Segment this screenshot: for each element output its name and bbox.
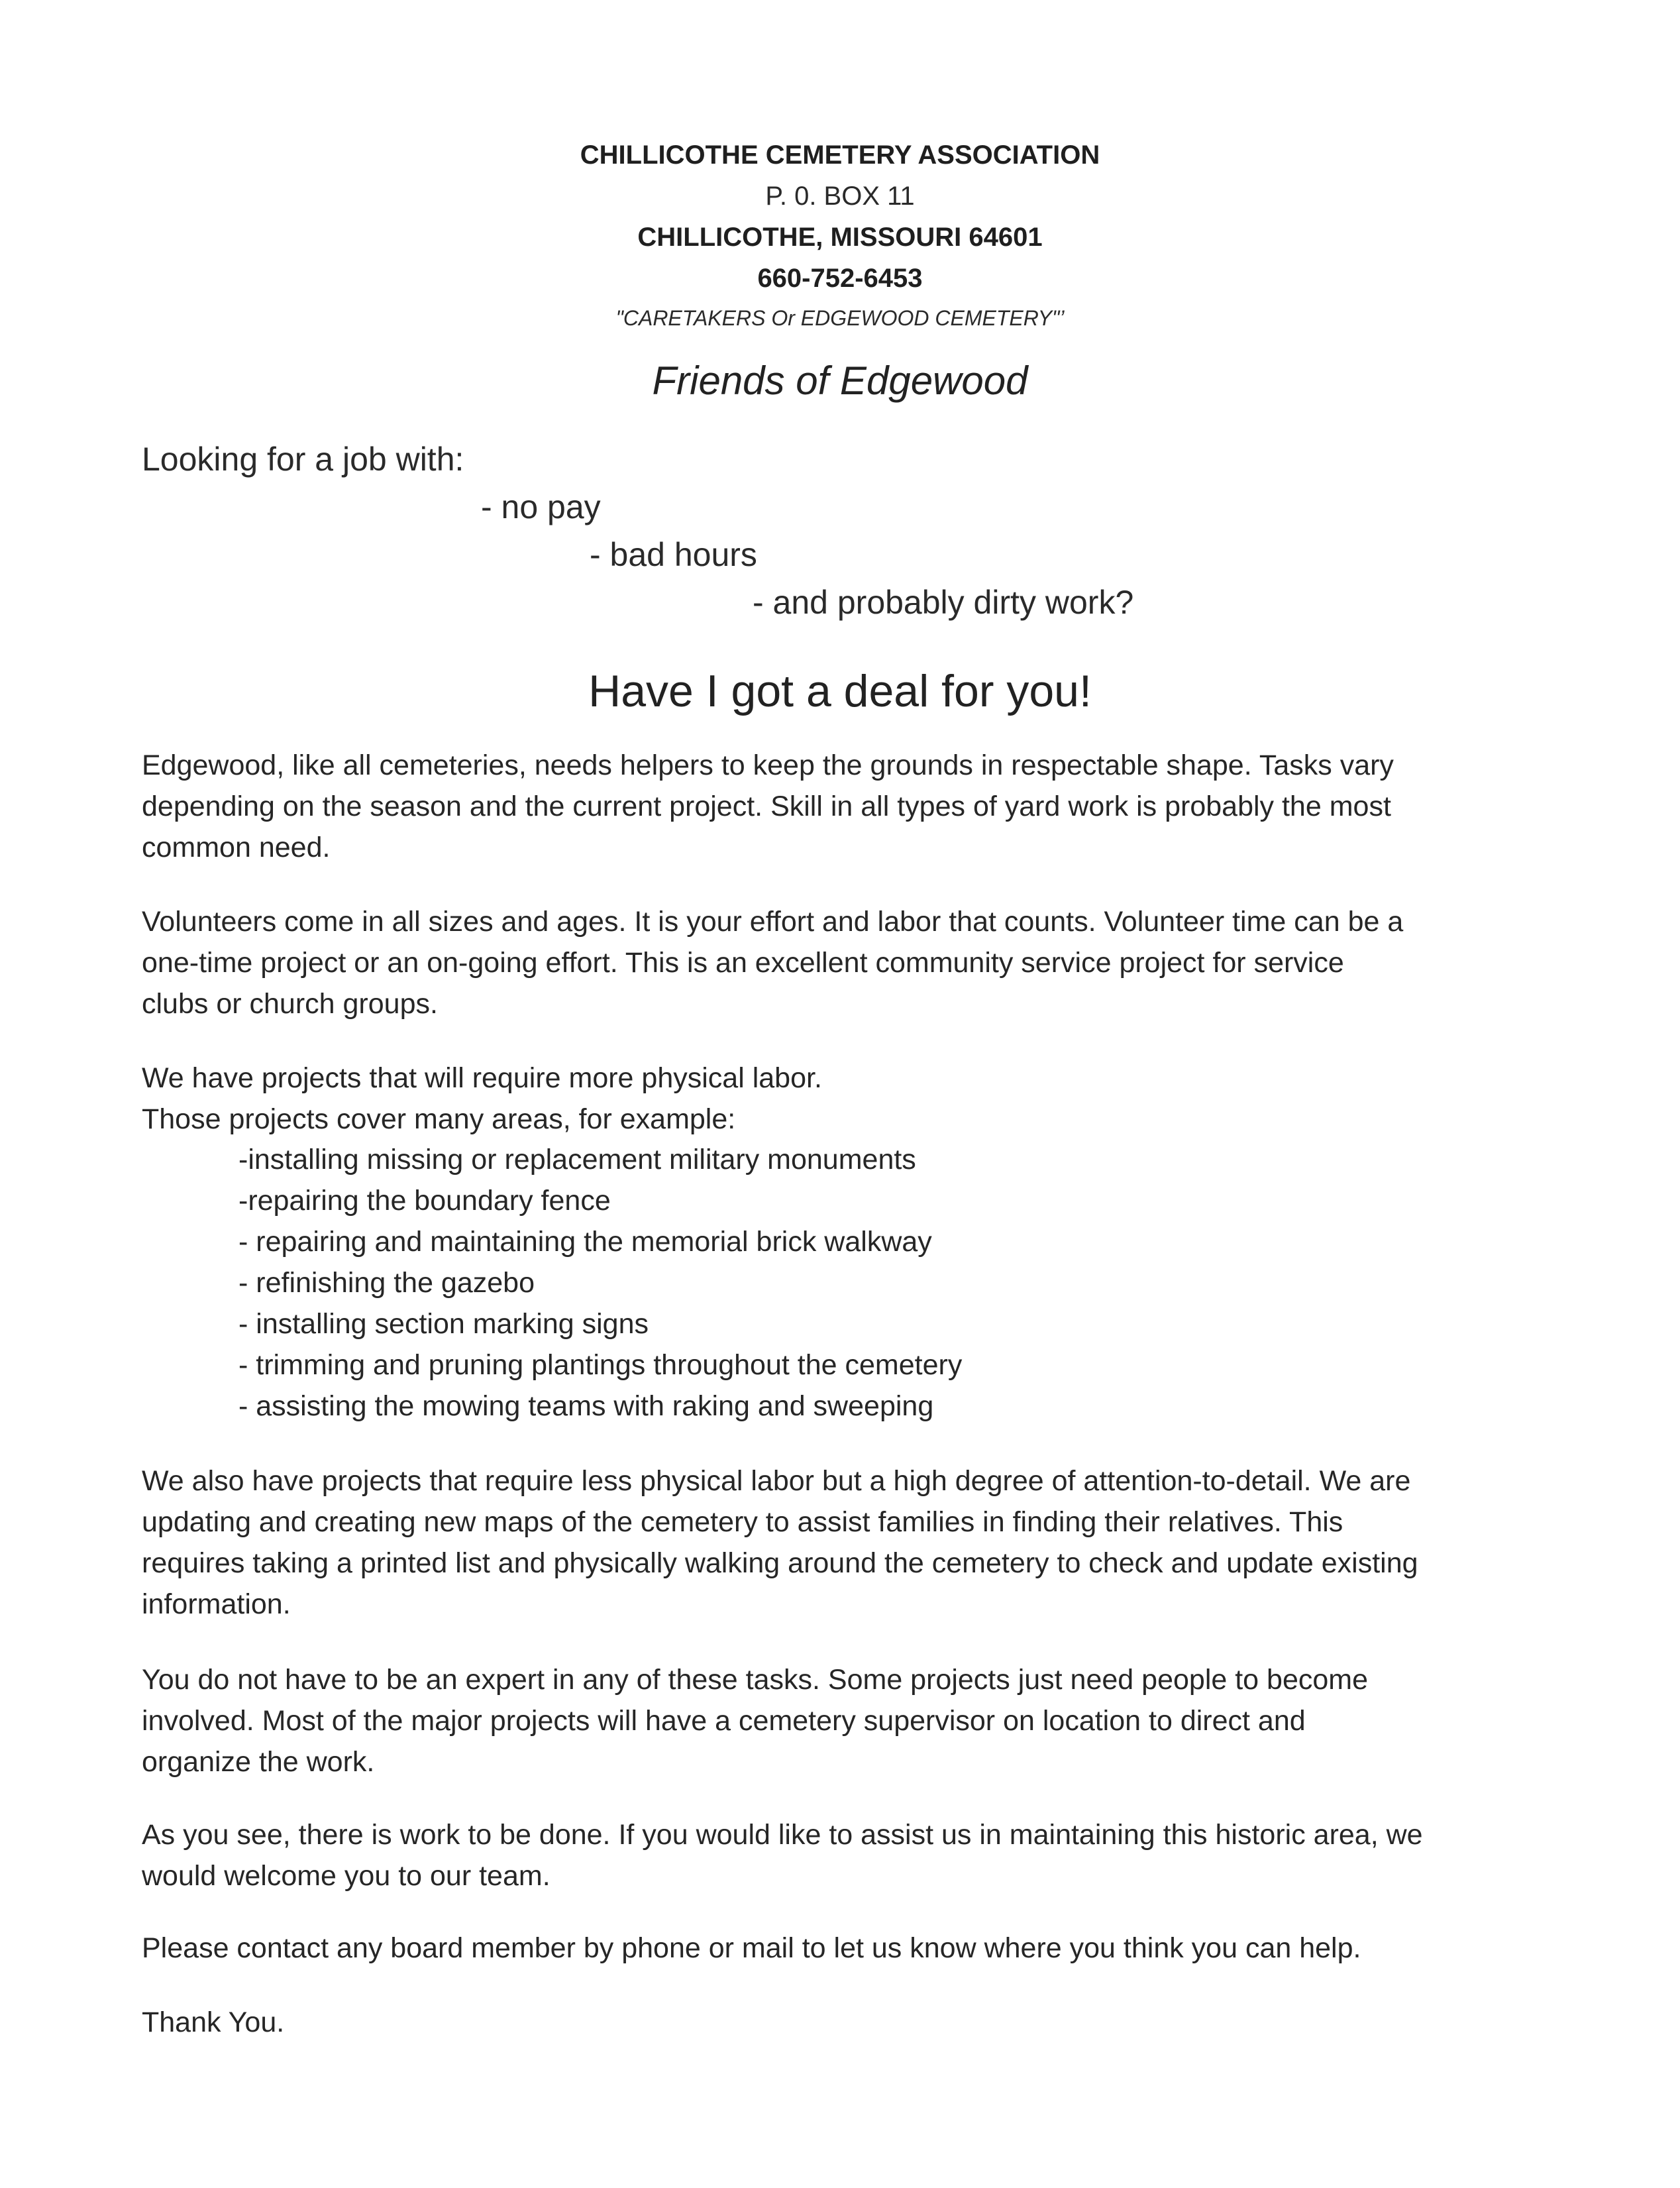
paragraph-line: involved. Most of the major projects will have a cemetery supervisor on location to direct and (142, 1705, 1306, 1737)
looking-intro: Looking for a job with: (142, 441, 464, 478)
city-state: CHILLICOTHE, MISSOURI 64601 (637, 223, 1043, 252)
phone-number: 660-752-6453 (757, 264, 923, 293)
project-list-item: - repairing and maintaining the memorial brick walkway (238, 1226, 932, 1258)
paragraph-line: information. (142, 1588, 291, 1620)
paragraph-line: You do not have to be an expert in any of these tasks. Some projects just need people to become (142, 1664, 1369, 1696)
page-title: Friends of Edgewood (652, 358, 1028, 403)
po-box: P. 0. BOX 11 (765, 182, 915, 211)
paragraph-line: requires taking a printed list and physically walking around the cemetery to check and update existing (142, 1547, 1418, 1579)
paragraph-detail-projects (142, 1460, 1546, 1625)
paragraph-volunteers (142, 901, 1546, 1024)
project-list-item: - assisting the mowing teams with raking and sweeping (238, 1390, 934, 1422)
paragraph-no-expert (142, 1659, 1546, 1782)
paragraph-work-to-be-done (142, 1814, 1546, 1896)
paragraph-line: depending on the season and the current project. Skill in all types of yard work is probably the most (142, 791, 1391, 822)
project-list-item: -repairing the boundary fence (238, 1185, 611, 1217)
paragraph-line: Volunteers come in all sizes and ages. It is your effort and labor that counts. Volunteer time can be a (142, 906, 1404, 938)
deal-heading: Have I got a deal for you! (588, 666, 1092, 716)
project-list-item: - trimming and pruning plantings throughout the cemetery (238, 1349, 963, 1381)
looking-item-no-pay: - no pay (481, 488, 601, 525)
contact-request: Please contact any board member by phone or mail to let us know where you think you can help. (142, 1932, 1361, 1964)
paragraph-line: We have projects that will require more physical labor. (142, 1062, 822, 1094)
paragraph-helpers (142, 745, 1546, 868)
paragraph-line: common need. (142, 832, 331, 863)
closing: Thank You. (142, 2006, 285, 2038)
looking-item-bad-hours: - bad hours (590, 536, 757, 573)
paragraph-line: one-time project or an on-going effort. This is an excellent community service project for service (142, 947, 1344, 979)
project-list-item: -installing missing or replacement military monuments (238, 1144, 916, 1176)
paragraph-line: As you see, there is work to be done. If you would like to assist us in maintaining this historic area, we (142, 1819, 1423, 1851)
tagline: "CARETAKERS Or EDGEWOOD CEMETERY"’ (615, 306, 1065, 330)
project-list-item: - refinishing the gazebo (238, 1267, 535, 1299)
project-list-item: - installing section marking signs (238, 1308, 649, 1340)
org-name: CHILLICOTHE CEMETERY ASSOCIATION (580, 140, 1100, 170)
paragraph-physical-projects (142, 1058, 1546, 1140)
paragraph-line: updating and creating new maps of the cemetery to assist families in finding their relatives. This (142, 1506, 1343, 1538)
paragraph-line: would welcome you to our team. (142, 1860, 551, 1892)
looking-item-dirty-work: - and probably dirty work? (753, 584, 1134, 621)
paragraph-line: clubs or church groups. (142, 988, 438, 1020)
paragraph-line: Those projects cover many areas, for example: (142, 1103, 736, 1135)
paragraph-line: Edgewood, like all cemeteries, needs helpers to keep the grounds in respectable shape. Tasks vary (142, 749, 1394, 781)
paragraph-line: We also have projects that require less physical labor but a high degree of attention-to-detail. We are (142, 1465, 1411, 1497)
paragraph-line: organize the work. (142, 1746, 375, 1778)
